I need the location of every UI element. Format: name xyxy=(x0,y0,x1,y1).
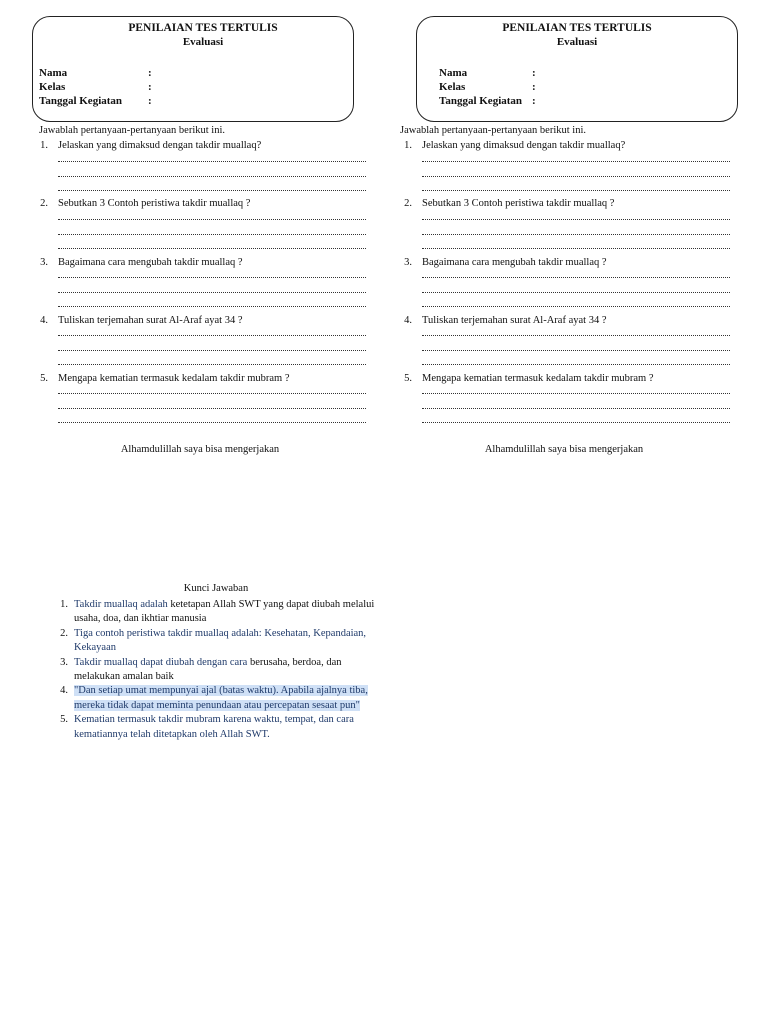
answer-line xyxy=(422,334,730,336)
field-label-kelas: Kelas xyxy=(439,81,466,93)
question-number: 5. xyxy=(40,373,48,384)
question-number: 2. xyxy=(40,198,48,209)
field-label-nama: Nama xyxy=(39,67,68,79)
question-text: Bagaimana cara mengubah takdir muallaq ? xyxy=(58,257,243,268)
question-text: Sebutkan 3 Contoh peristiwa takdir muallaq ? xyxy=(422,198,615,209)
answer-text: ketetapan Allah SWT yang dapat diubah melalui usaha, doa, dan ikhtiar manusia xyxy=(74,599,375,625)
question-number: 1. xyxy=(404,140,412,151)
question-number: 2. xyxy=(404,198,412,209)
answer-line xyxy=(422,392,730,394)
closing-text: Alhamdulillah saya bisa mengerjakan xyxy=(120,444,280,455)
field-label-tanggal: Tanggal Kegiatan xyxy=(439,95,523,107)
answer-line xyxy=(58,334,366,336)
answer-line xyxy=(422,247,730,249)
answer-number: 4. xyxy=(60,685,68,697)
answer-text-highlight: Tiga contoh peristiwa takdir muallaq adalah: Kesehatan, Kepandaian, Kekayaan xyxy=(74,627,367,654)
answer-line xyxy=(58,305,366,307)
question-text: Tuliskan terjemahan surat Al-Araf ayat 34 ? xyxy=(58,315,243,326)
answer-line xyxy=(422,233,730,235)
field-colon: : xyxy=(148,95,152,107)
answer-line xyxy=(58,349,366,351)
answer-line xyxy=(422,175,730,177)
question-text: Jelaskan yang dimaksud dengan takdir muallaq? xyxy=(422,140,626,151)
answer-number: 1. xyxy=(60,599,68,610)
answer-line xyxy=(422,291,730,293)
answer-line xyxy=(422,349,730,351)
answer-line xyxy=(422,160,730,162)
field-label-tanggal: Tanggal Kegiatan xyxy=(39,95,123,107)
question-number: 3. xyxy=(40,257,48,268)
answer-line xyxy=(422,276,730,278)
question-text: Sebutkan 3 Contoh peristiwa takdir muallaq ? xyxy=(58,198,251,209)
answer-item xyxy=(56,713,376,742)
answer-line xyxy=(58,233,366,235)
question-text: Mengapa kematian termasuk kedalam takdir mubram ? xyxy=(422,373,654,384)
instructions: Jawablah pertanyaan-pertanyaan berikut ini. xyxy=(400,125,587,136)
answer-line xyxy=(58,392,366,394)
answer-line xyxy=(422,305,730,307)
question-number: 5. xyxy=(404,373,412,384)
question-number: 1. xyxy=(40,140,48,151)
answer-line xyxy=(58,407,366,409)
field-colon: : xyxy=(532,67,536,79)
answer-number: 2. xyxy=(60,627,68,639)
field-colon: : xyxy=(532,81,536,93)
answer-line xyxy=(58,160,366,162)
answer-key-title: Kunci Jawaban xyxy=(183,583,249,594)
answer-line xyxy=(58,276,366,278)
answer-line xyxy=(422,421,730,423)
sheet-subtitle: Evaluasi xyxy=(556,36,598,48)
answer-line xyxy=(58,189,366,191)
question-number: 4. xyxy=(404,315,412,326)
sheet-title: PENILAIAN TES TERTULIS xyxy=(128,22,278,34)
answer-text-selected: "Dan setiap umat mempunyai ajal (batas waktu). Apabila ajalnya tiba, mereka tidak dapat meminta penundaan atau percepatan sesaat pun" xyxy=(74,685,368,711)
question-number: 4. xyxy=(40,315,48,326)
answer-item xyxy=(56,656,376,685)
answer-text-highlight: Takdir muallaq adalah xyxy=(74,599,168,610)
answer-item xyxy=(56,627,376,656)
question-text: Jelaskan yang dimaksud dengan takdir muallaq? xyxy=(58,140,262,151)
sheet-title: PENILAIAN TES TERTULIS xyxy=(502,22,652,34)
sheet-subtitle: Evaluasi xyxy=(182,36,224,48)
question-text: Bagaimana cara mengubah takdir muallaq ? xyxy=(422,257,607,268)
answer-line xyxy=(58,218,366,220)
field-label-nama: Nama xyxy=(439,67,468,79)
answer-key xyxy=(56,582,376,742)
question-text: Mengapa kematian termasuk kedalam takdir mubram ? xyxy=(58,373,290,384)
answer-line xyxy=(422,218,730,220)
answer-number: 5. xyxy=(60,714,68,726)
answer-line xyxy=(422,189,730,191)
question-number: 3. xyxy=(404,257,412,268)
answer-line xyxy=(422,407,730,409)
answer-line xyxy=(58,363,366,365)
answer-text: berusaha, berdoa, dan melakukan amalan baik xyxy=(74,656,342,683)
answer-number: 3. xyxy=(60,656,68,668)
question-text: Tuliskan terjemahan surat Al-Araf ayat 34 ? xyxy=(422,315,607,326)
instructions: Jawablah pertanyaan-pertanyaan berikut ini. xyxy=(39,125,226,136)
answer-item xyxy=(56,684,376,713)
answer-line xyxy=(58,175,366,177)
field-label-kelas: Kelas xyxy=(39,81,66,93)
answer-text-highlight: Takdir muallaq dapat diubah dengan cara xyxy=(74,656,248,668)
answer-line xyxy=(58,421,366,423)
closing-text: Alhamdulillah saya bisa mengerjakan xyxy=(484,444,644,455)
field-colon: : xyxy=(148,81,152,93)
answer-line xyxy=(422,363,730,365)
field-colon: : xyxy=(148,67,152,79)
answer-text-highlight: Kematian termasuk takdir mubram karena waktu, tempat, dan cara kematiannya telah ditetapkan oleh Allah SWT. xyxy=(74,714,354,740)
answer-item xyxy=(56,598,376,627)
field-colon: : xyxy=(532,95,536,107)
answer-line xyxy=(58,291,366,293)
answer-line xyxy=(58,247,366,249)
